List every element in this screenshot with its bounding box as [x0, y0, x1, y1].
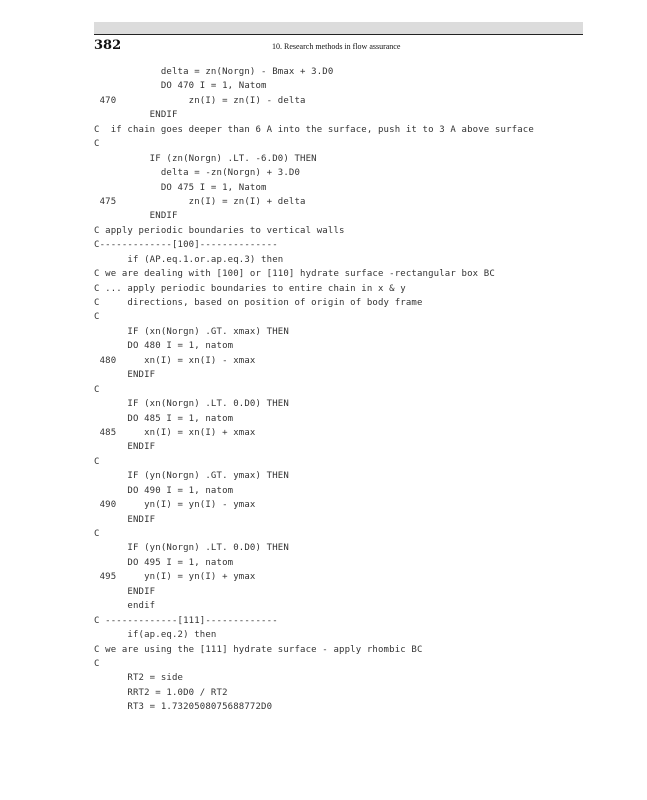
code-line: delta = -zn(Norgn) + 3.D0 [94, 168, 301, 179]
code-line: 495 yn(I) = yn(I) + ymax [94, 572, 256, 583]
code-listing [94, 65, 534, 715]
code-line: IF (xn(Norgn) .GT. xmax) THEN [94, 326, 289, 337]
code-line: endif [94, 601, 156, 612]
code-line: C -------------[111]------------- [94, 615, 278, 626]
code-line: 485 xn(I) = xn(I) + xmax [94, 427, 256, 438]
code-line: DO 490 I = 1, natom [94, 485, 234, 496]
code-line: 470 zn(I) = zn(I) - delta [94, 95, 306, 106]
code-line: C apply periodic boundaries to vertical walls [94, 225, 345, 236]
code-line: C-------------[100]-------------- [94, 240, 278, 251]
code-line: IF (zn(Norgn) .LT. -6.D0) THEN [94, 153, 317, 164]
code-line: C [94, 529, 100, 539]
code-line: RT2 = side [94, 673, 184, 684]
code-line: IF (yn(Norgn) .LT. 0.D0) THEN [94, 543, 289, 554]
code-line: C if chain goes deeper than 6 A into the surface, push it to 3 A above surface [94, 124, 534, 135]
code-line: if(ap.eq.2) then [94, 630, 217, 641]
code-line: C [94, 456, 100, 467]
code-line: ENDIF [94, 370, 156, 381]
code-line: C [94, 384, 100, 395]
code-line: ENDIF [94, 514, 156, 525]
code-line: RT3 = 1.7320508075688772D0 [94, 702, 273, 713]
code-line: 490 yn(I) = yn(I) - ymax [94, 500, 256, 511]
code-line: 475 zn(I) = zn(I) + delta [94, 196, 306, 207]
code-line: C directions, based on position of origin of body frame [94, 298, 423, 308]
code-line: C [94, 312, 100, 323]
code-line: IF (yn(Norgn) .GT. ymax) THEN [94, 471, 289, 482]
header-bar [94, 22, 583, 34]
code-line: delta = zn(Norgn) - Bmax + 3.D0 [94, 67, 334, 77]
code-line: ENDIF [94, 110, 178, 121]
code-line: if (AP.eq.1.or.ap.eq.3) then [94, 254, 284, 265]
page-number: 382 [94, 38, 122, 53]
code-line: C we are dealing with [100] or [110] hydrate surface -rectangular box BC [94, 269, 495, 280]
code-line: 480 xn(I) = xn(I) - xmax [94, 355, 256, 366]
code-line: DO 485 I = 1, natom [94, 413, 234, 424]
code-line: C [94, 658, 100, 669]
code-line: DO 470 I = 1, Natom [94, 81, 267, 92]
code-line: DO 495 I = 1, natom [94, 557, 234, 568]
code-line: IF (xn(Norgn) .LT. 0.D0) THEN [94, 399, 289, 410]
code-line: ENDIF [94, 211, 178, 222]
code-line: DO 480 I = 1, natom [94, 341, 234, 352]
code-line: C ... apply periodic boundaries to entire chain in x & y [94, 283, 406, 294]
running-head: 10. Research methods in flow assurance [272, 42, 401, 51]
code-line: C [94, 139, 100, 150]
code-line: DO 475 I = 1, Natom [94, 182, 267, 193]
code-line: ENDIF [94, 442, 156, 453]
code-line: ENDIF [94, 586, 156, 597]
code-line: C we are using the [111] hydrate surface - apply rhombic BC [94, 644, 423, 655]
code-line: RRT2 = 1.0D0 / RT2 [94, 687, 228, 698]
header-rule [94, 34, 583, 35]
